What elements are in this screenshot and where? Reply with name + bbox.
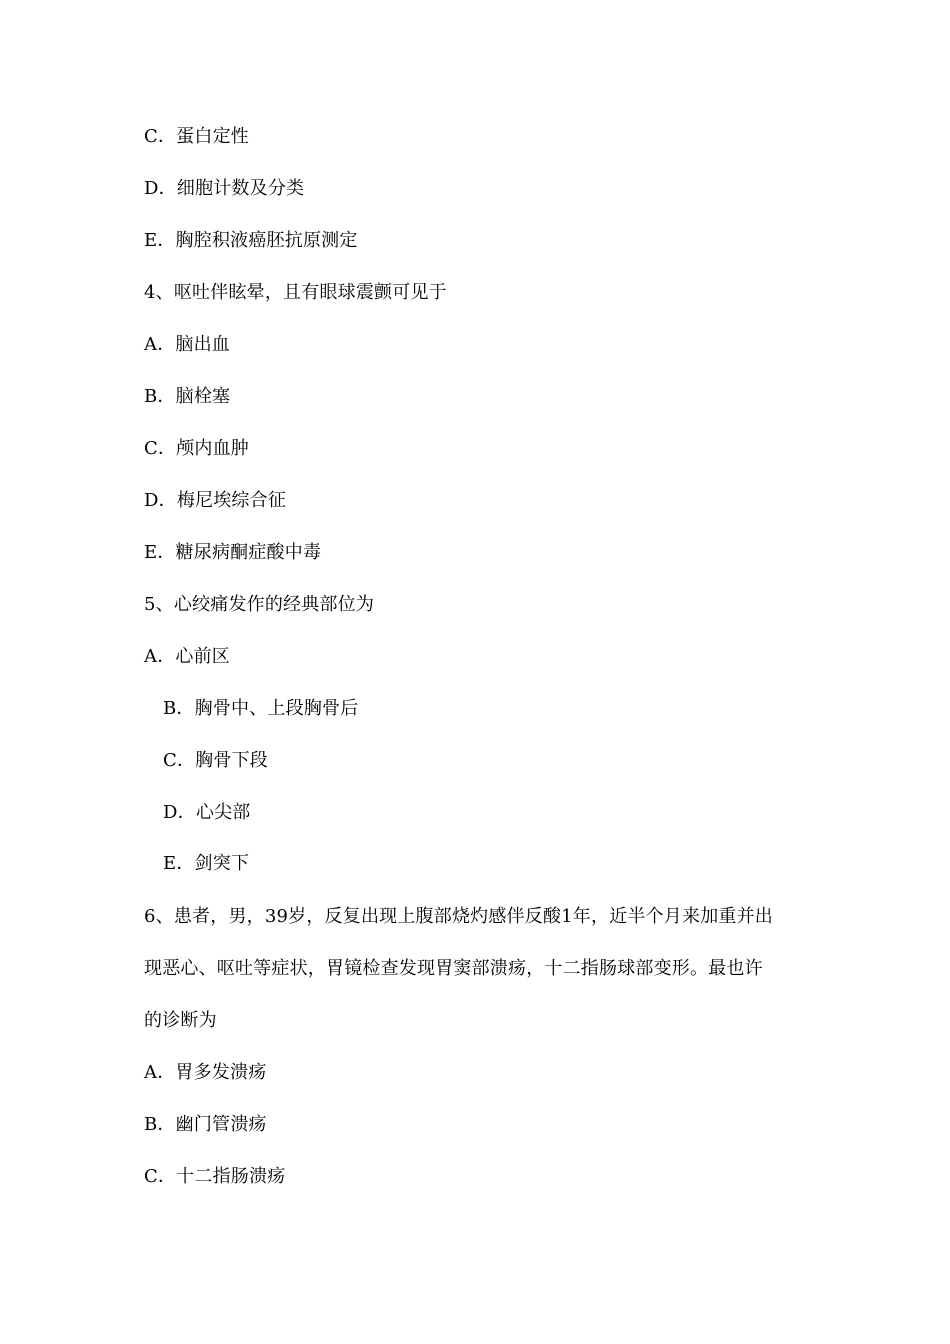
q5-option-a: A．心前区	[144, 646, 230, 667]
q5-option-b: B．胸骨中、上段胸骨后	[163, 698, 359, 719]
q6-option-b: B．幽门管溃疡	[144, 1114, 267, 1135]
q5-option-d: D．心尖部	[163, 802, 251, 823]
q5-option-c: C．胸骨下段	[163, 750, 268, 771]
q6-option-c: C．十二指肠溃疡	[144, 1166, 286, 1187]
q4-option-d: D．梅尼埃综合征	[144, 490, 287, 511]
option-e-cea: E．胸腔积液癌胚抗原测定	[144, 230, 358, 251]
q5-option-e: E．剑突下	[163, 853, 250, 874]
option-d-cell-count: D．细胞计数及分类	[144, 178, 305, 199]
question-4: 4、呕吐伴眩晕，且有眼球震颤可见于	[144, 282, 447, 303]
question-6-line-1: 6、患者，男，39岁，反复出现上腹部烧灼感伴反酸1年，近半个月来加重并出	[144, 906, 774, 927]
question-5: 5、心绞痛发作的经典部位为	[144, 594, 375, 615]
q4-option-c: C．颅内血肿	[144, 438, 249, 459]
q4-option-e: E．糖尿病酮症酸中毒	[144, 542, 322, 563]
q4-option-a: A．脑出血	[144, 334, 230, 355]
question-6-line-3: 的诊断为	[144, 1010, 217, 1031]
q6-option-a: A．胃多发溃疡	[144, 1062, 267, 1083]
question-6-line-2: 现恶心、呕吐等症状，胃镜检查发现胃窦部溃疡，十二指肠球部变形。最也许	[144, 958, 763, 979]
option-c-protein: C．蛋白定性	[144, 126, 249, 147]
q4-option-b: B．脑栓塞	[144, 386, 231, 407]
